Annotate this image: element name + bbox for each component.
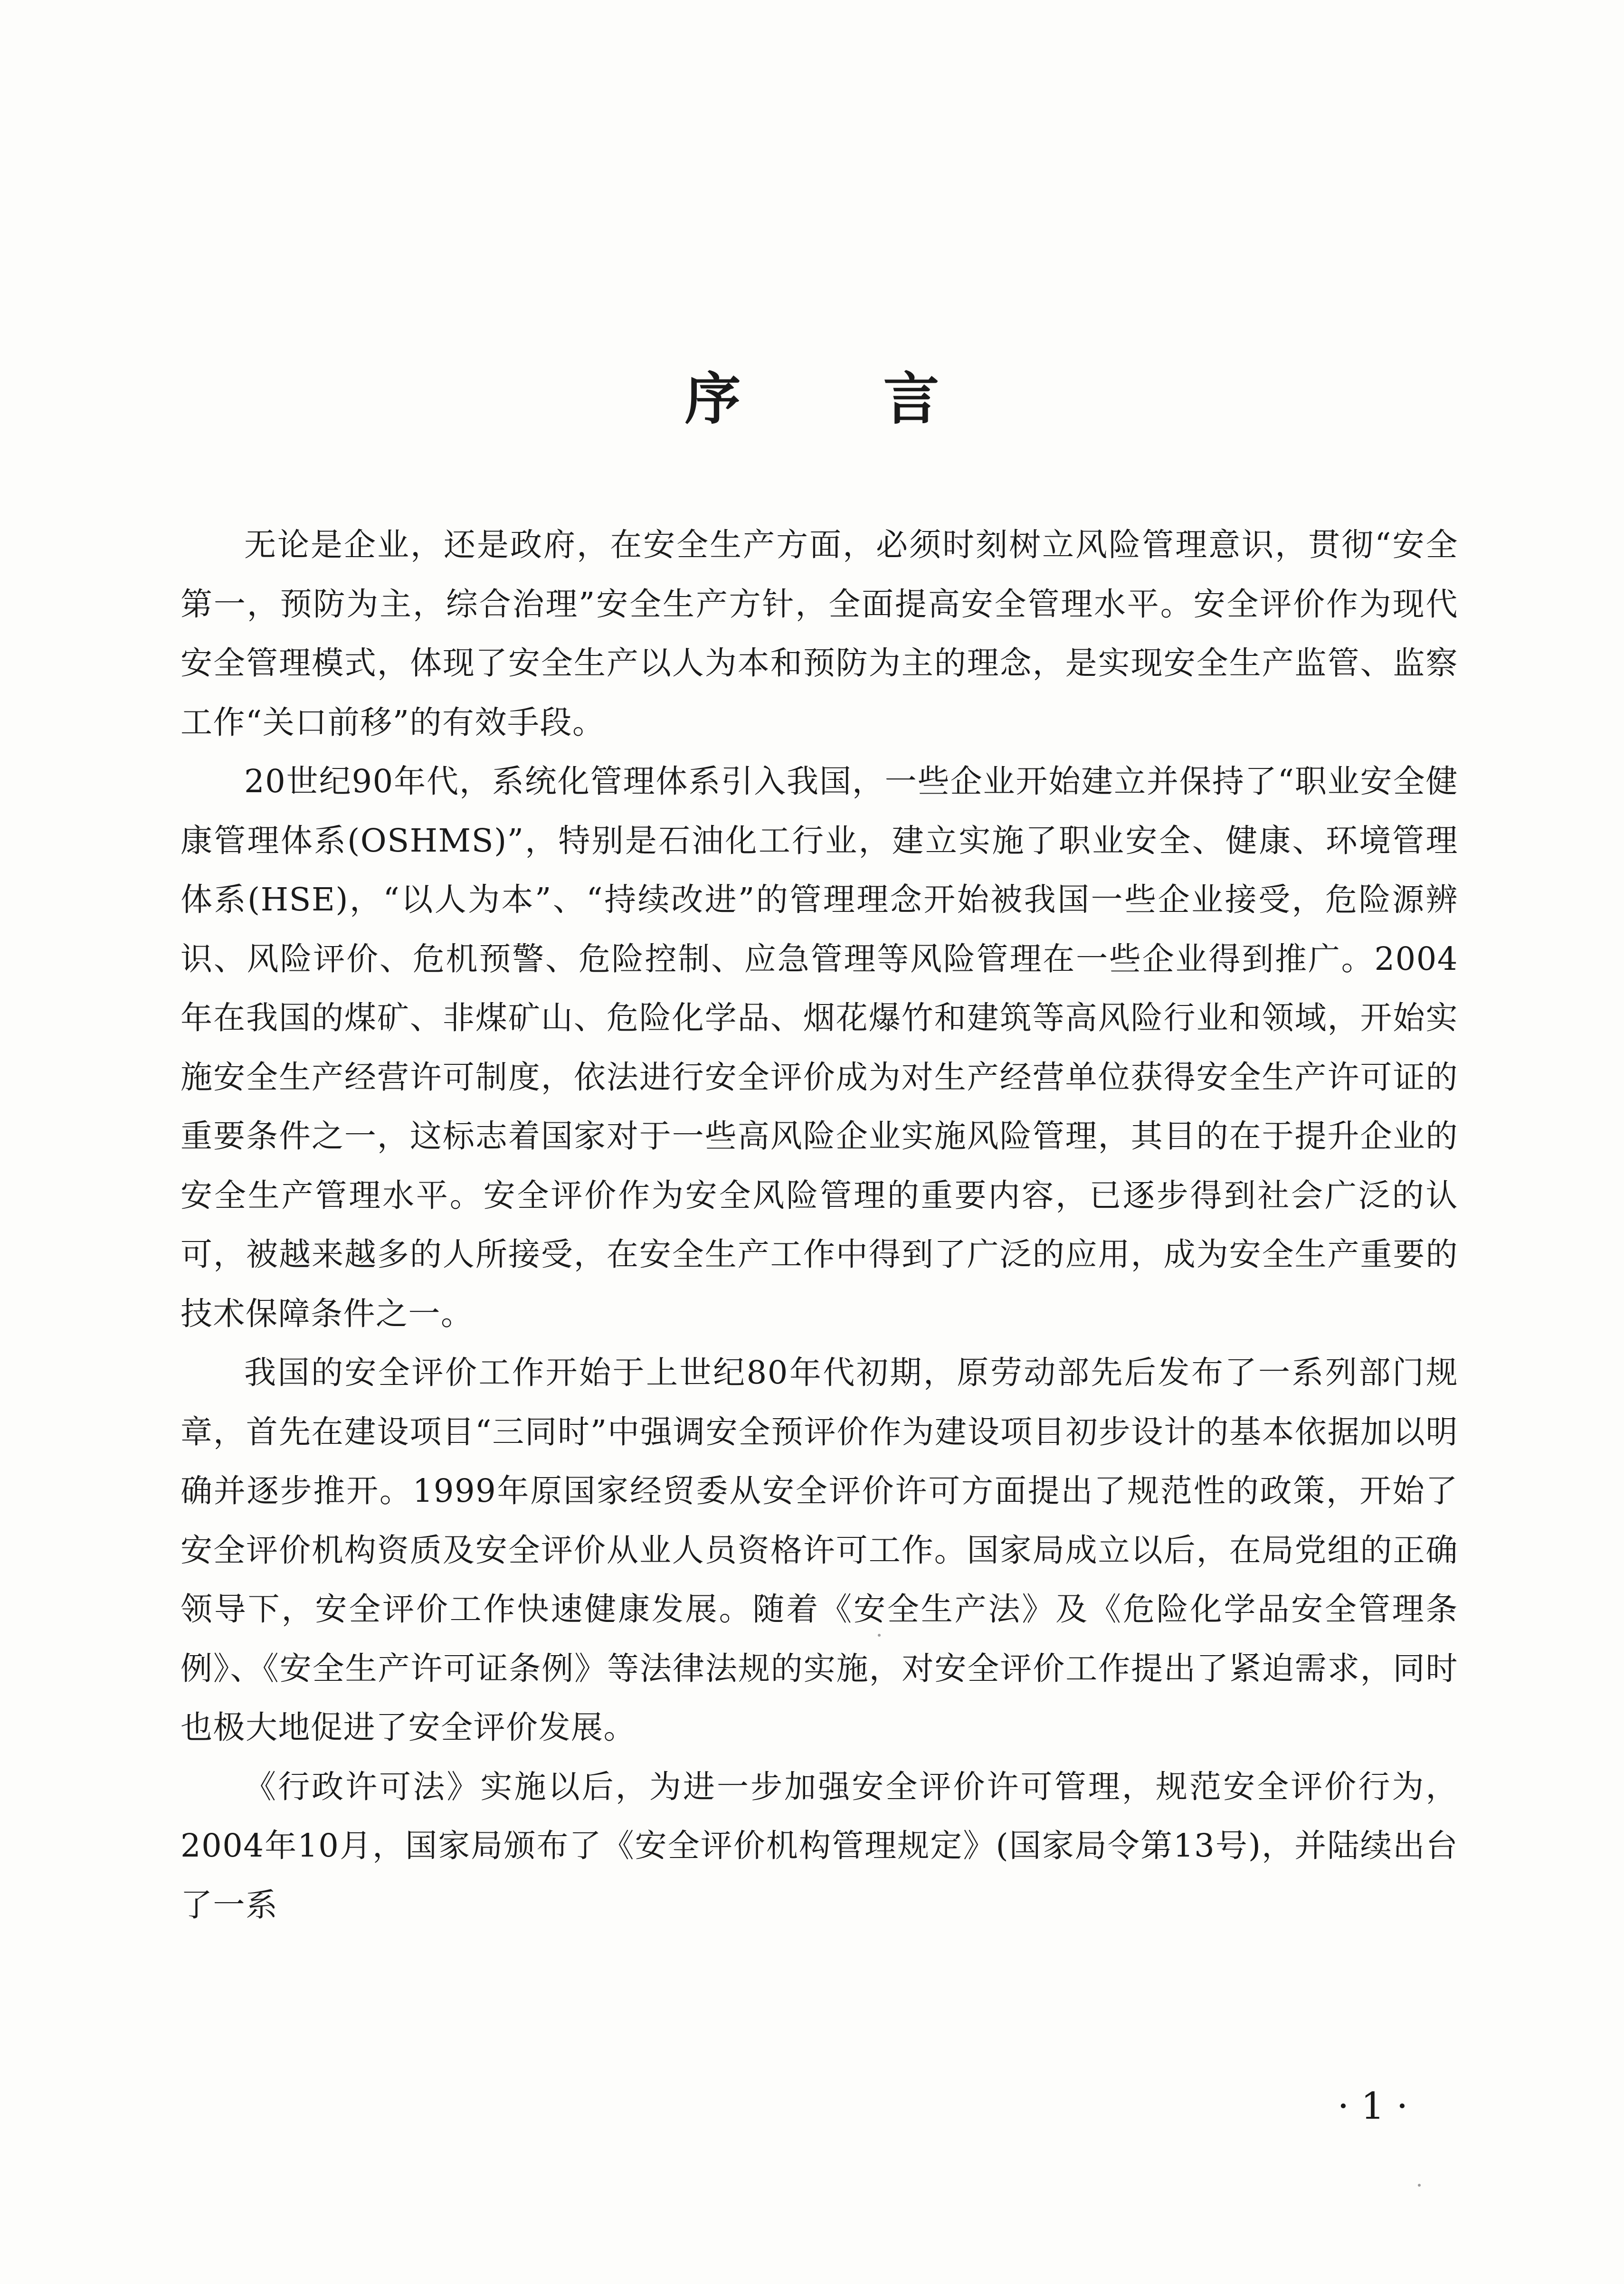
scan-speck [878, 1634, 881, 1637]
scan-speck [1418, 2184, 1421, 2187]
page-title [0, 366, 1624, 432]
paragraph-1: 无论是企业，还是政府，在安全生产方面，必须时刻树立风险管理意识，贯彻“安全第一，预防为主，综合治理”安全生产方针，全面提高安全管理水平。安全评价作为现代安全管理模式，体现了安全生产以人为本和预防为主的理念，是实现安全生产监管、监察工作“关口前移”的有效手段。 [180, 526, 1458, 741]
paragraph-3: 我国的安全评价工作开始于上世纪80年代初期，原劳动部先后发布了一系列部门规章，首先在建设项目“三同时”中强调安全预评价作为建设项目初步设计的基本依据加以明确并逐步推开。1999年原国家经贸委从安全评价许可方面提出了规范性的政策，开始了安全评价机构资质及安全评价从业人员资格许可工作。国家局成立以后，在局党组的正确领导下，安全评价工作快速健康发展。随着《安全生产法》及《危险化学品安全管理条例》、《安全生产许可证条例》等法律法规的实施，对安全评价工作提出了紧迫需求，同时也极大地促进了安全评价发展。 [180, 1354, 1458, 1746]
title-char-1: 序 [684, 366, 741, 432]
paragraph-4: 《行政许可法》实施以后，为进一步加强安全评价许可管理，规范安全评价行为，2004年10月，国家局颁布了《安全评价机构管理规定》(国家局令第13号)，并陆续出台了一系 [180, 1768, 1458, 1924]
title-char-2: 言 [883, 366, 940, 432]
paragraph-2: 20世纪90年代，系统化管理体系引入我国，一些企业开始建立并保持了“职业安全健康管理体系(OSHMS)”，特别是石油化工行业，建立实施了职业安全、健康、环境管理体系(HSE)，“以人为本”、“持续改进”的管理理念开始被我国一些企业接受，危险源辨识、风险评价、危机预警、危险控制、应急管理等风险管理在一些企业得到推广。2004年在我国的煤矿、非煤矿山、危险化学品、烟花爆竹和建筑等高风险行业和领域，开始实施安全生产经营许可制度，依法进行安全评价成为对生产经营单位获得安全生产许可证的重要条件之一，这标志着国家对于一些高风险企业实施风险管理，其目的在于提升企业的安全生产管理水平。安全评价作为安全风险管理的重要内容，已逐步得到社会广泛的认可，被越来越多的人所接受，在安全生产工作中得到了广泛的应用，成为安全生产重要的技术保障条件之一。 [180, 763, 1458, 1332]
preface-body [180, 515, 1458, 1934]
page-number: · 1 · [1337, 2085, 1408, 2128]
